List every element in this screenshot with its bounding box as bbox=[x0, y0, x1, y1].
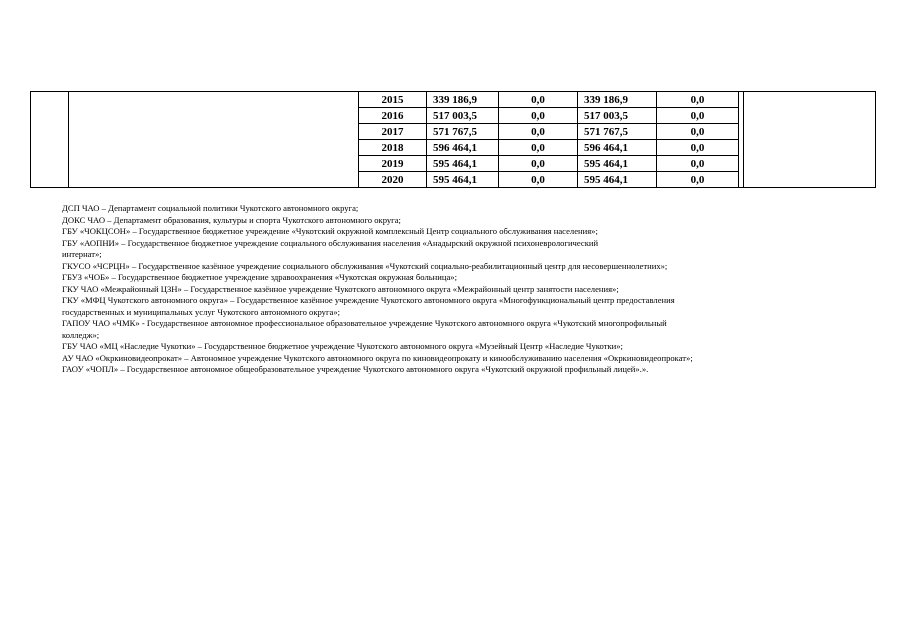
abbreviations-list bbox=[62, 203, 876, 376]
abbreviation-note: ГКУСО «ЧСРЦН» – Государственное казённое учреждение социального обслуживания «Чукотский социально-реабилитационный центр для несовершеннолетних»; bbox=[62, 260, 668, 271]
table-cell-v3: 596 464,1 bbox=[578, 140, 657, 156]
table-cell-v2: 0,0 bbox=[499, 156, 578, 172]
table-row bbox=[359, 108, 739, 124]
table-cell-v4: 0,0 bbox=[657, 108, 739, 124]
table-cell-v4: 0,0 bbox=[657, 92, 739, 108]
abbreviation-note: АУ ЧАО «Окркиновидеопрокат» – Автономное учреждение Чукотского автономного округа по киновидеопрокату и кинообслуживанию населения «Окркиновидеопрокат»; bbox=[62, 352, 693, 363]
table-cell-v3: 571 767,5 bbox=[578, 124, 657, 140]
table-cell-v4: 0,0 bbox=[657, 140, 739, 156]
table-row bbox=[359, 156, 739, 172]
table-cell-year: 2018 bbox=[359, 140, 427, 156]
table-cell-v2: 0,0 bbox=[499, 92, 578, 108]
abbreviation-note: ДОКС ЧАО – Департамент образования, культуры и спорта Чукотского автономного округа; bbox=[62, 214, 401, 225]
table-cell-v2: 0,0 bbox=[499, 108, 578, 124]
table-cell-v1: 595 464,1 bbox=[427, 156, 499, 172]
abbreviation-note: ГАПОУ ЧАО «ЧМК» - Государственное автономное профессиональное образовательное учреждение Чукотского автономного округа «Чукотский многопрофильный bbox=[62, 318, 667, 328]
table-cell-v1: 517 003,5 bbox=[427, 108, 499, 124]
table-row bbox=[359, 124, 739, 140]
table-cell-v2: 0,0 bbox=[499, 172, 578, 188]
table-cell-v3: 595 464,1 bbox=[578, 156, 657, 172]
table-cell-v3: 595 464,1 bbox=[578, 172, 657, 188]
table-cell-v2: 0,0 bbox=[499, 124, 578, 140]
abbreviation-note: государственных и муниципальных услуг Чукотского автономного округа»; bbox=[62, 306, 340, 317]
table-cell-year: 2020 bbox=[359, 172, 427, 188]
table-cell-v3: 517 003,5 bbox=[578, 108, 657, 124]
table-cell-v1: 339 186,9 bbox=[427, 92, 499, 108]
abbreviation-note: ГБУ «АОПНИ» – Государственное бюджетное учреждение социального обслуживания населения «Анадырский окружной психоневрологический bbox=[62, 237, 599, 248]
table-cell-year: 2017 bbox=[359, 124, 427, 140]
column-divider bbox=[68, 92, 69, 187]
abbreviation-note: ГБУ «ЧОКЦСОН» – Государственное бюджетное учреждение «Чукотский окружной комплексный Центр социального обслуживания населения»; bbox=[62, 226, 598, 236]
abbreviation-note: ГКУ ЧАО «Межрайонный ЦЗН» – Государственное казённое учреждение Чукотского автономного округа «Межрайонный центр занятости населения»; bbox=[62, 283, 619, 294]
table-cell-v4: 0,0 bbox=[657, 124, 739, 140]
table-cell-v4: 0,0 bbox=[657, 156, 739, 172]
abbreviation-note: ГБУЗ «ЧОБ» – Государственное бюджетное учреждение здравоохранения «Чукотская окружная больница»; bbox=[62, 272, 457, 282]
funding-table bbox=[358, 91, 739, 188]
abbreviation-note: ДСП ЧАО – Департамент социальной политики Чукотского автономного округа; bbox=[62, 203, 359, 213]
table-cell-v1: 595 464,1 bbox=[427, 172, 499, 188]
table-cell-v2: 0,0 bbox=[499, 140, 578, 156]
abbreviation-note: ГАОУ «ЧОПЛ» – Государственное автономное общеобразовательное учреждение Чукотского автономного округа «Чукотский окружной профильный лицей».». bbox=[62, 364, 649, 374]
table-cell-v4: 0,0 bbox=[657, 172, 739, 188]
abbreviation-note: интернат»; bbox=[62, 249, 102, 259]
table-cell-year: 2016 bbox=[359, 108, 427, 124]
table-cell-year: 2019 bbox=[359, 156, 427, 172]
table-cell-v1: 571 767,5 bbox=[427, 124, 499, 140]
table-cell-year: 2015 bbox=[359, 92, 427, 108]
abbreviation-note: ГБУ ЧАО «МЦ «Наследие Чукотки» – Государственное бюджетное учреждение Чукотского автономного округа «Музейный Центр «Наследие Чукотки»; bbox=[62, 341, 623, 351]
abbreviation-note: ГКУ «МФЦ Чукотского автономного округа» – Государственное казённое учреждение Чукотского автономного округа «Многофункциональный центр предоставления bbox=[62, 295, 675, 305]
table-cell-v3: 339 186,9 bbox=[578, 92, 657, 108]
table-row bbox=[359, 92, 739, 108]
column-divider bbox=[743, 92, 744, 187]
table-cell-v1: 596 464,1 bbox=[427, 140, 499, 156]
table-row bbox=[359, 140, 739, 156]
abbreviation-note: колледж»; bbox=[62, 329, 100, 340]
table-row bbox=[359, 172, 739, 188]
